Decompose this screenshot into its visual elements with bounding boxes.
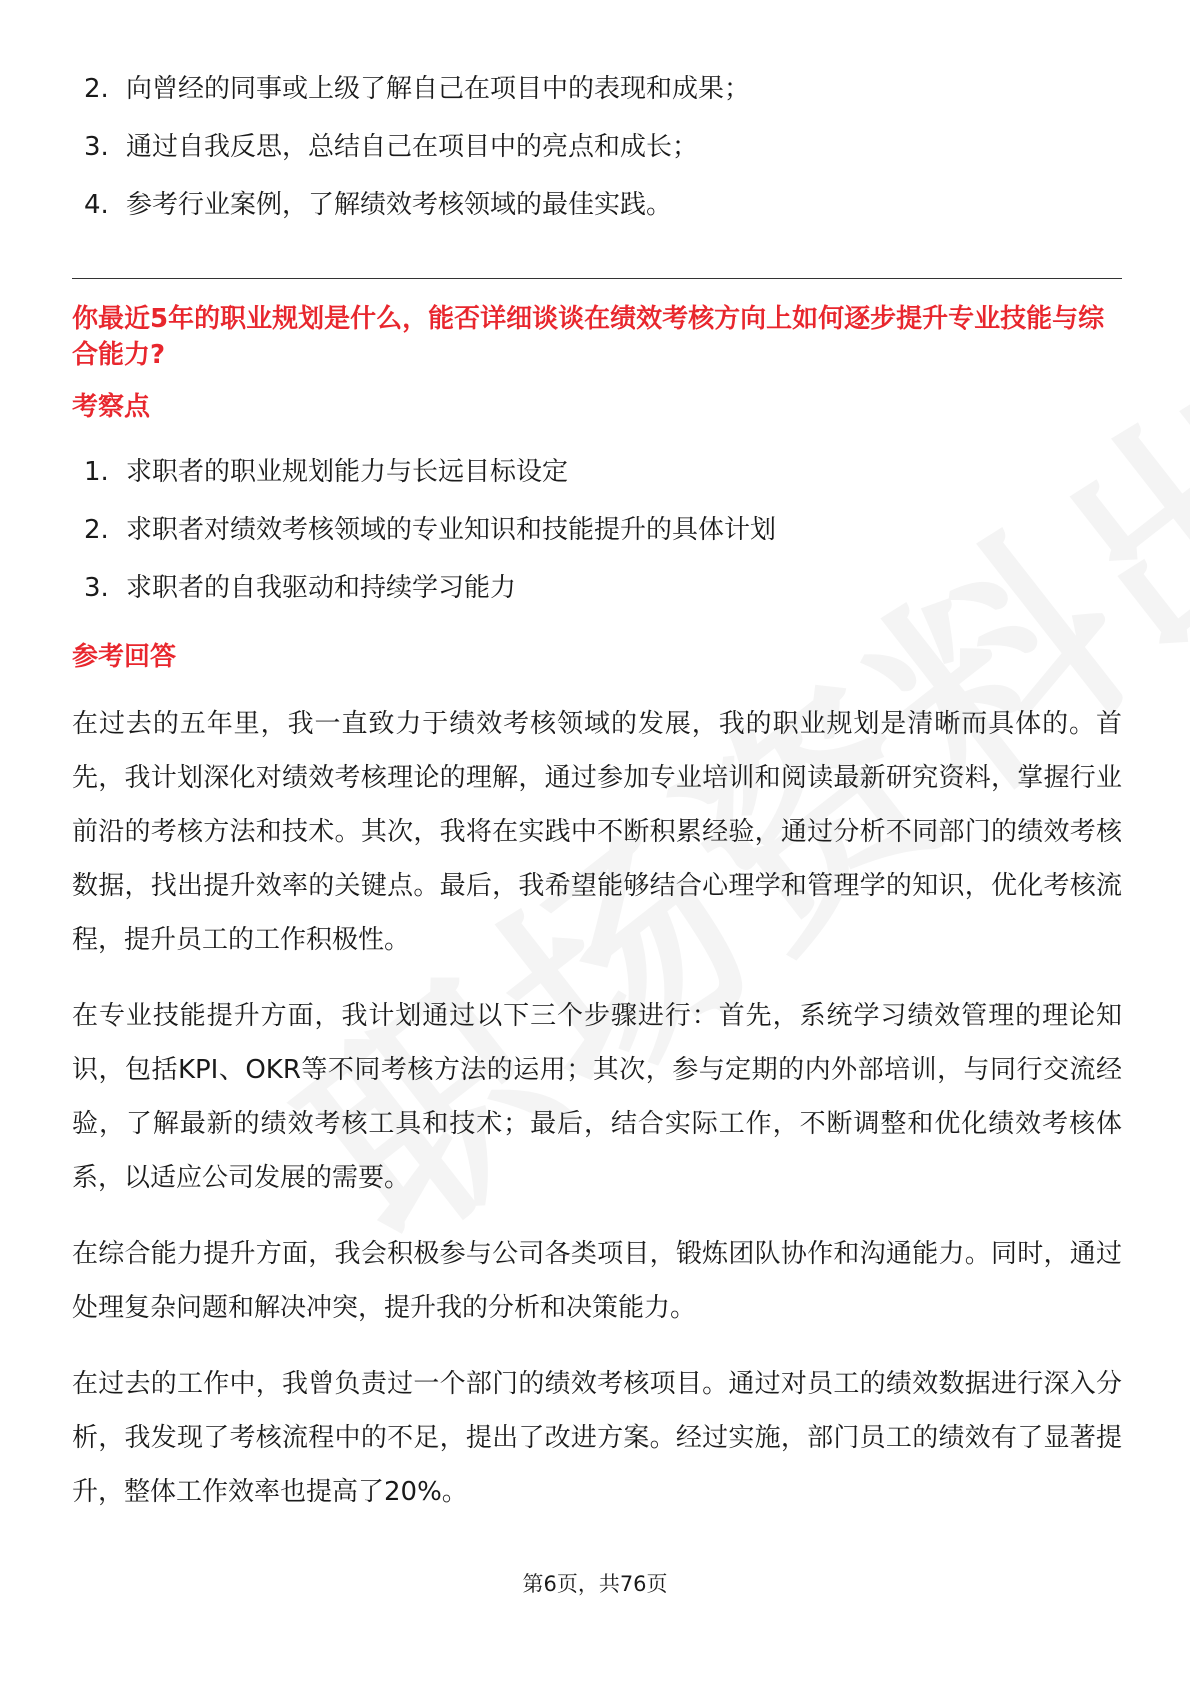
list-number: 1.	[84, 457, 109, 487]
list-number: 2.	[84, 515, 109, 545]
list-item	[72, 118, 1122, 176]
list-item	[72, 559, 1122, 617]
answer-paragraph: 在过去的五年里，我一直致力于绩效考核领域的发展，我的职业规划是清晰而具体的。首先，我计划深化对绩效考核理论的理解，通过参加专业培训和阅读最新研究资料，掌握行业前沿的考核方法和技术。其次，我将在实践中不断积累经验，通过分析不同部门的绩效考核数据，找出提升效率的关键点。最后，我希望能够结合心理学和管理学的知识，优化考核流程，提升员工的工作积极性。	[72, 709, 1122, 955]
intro-list	[72, 60, 1122, 234]
section-divider	[72, 278, 1122, 279]
page-footer: 第6页，共76页	[522, 1572, 668, 1596]
page-content	[72, 60, 1122, 1519]
list-item	[72, 176, 1122, 234]
list-item	[72, 443, 1122, 501]
list-item-text: 求职者对绩效考核领域的专业知识和技能提升的具体计划	[126, 515, 777, 545]
list-item	[72, 60, 1122, 118]
list-item-text: 向曾经的同事或上级了解自己在项目中的表现和成果；	[126, 74, 751, 104]
question-heading: 你最近5年的职业规划是什么，能否详细谈谈在绩效考核方向上如何逐步提升专业技能与综合能力?	[72, 304, 1105, 370]
list-item-text: 求职者的职业规划能力与长远目标设定	[126, 457, 569, 487]
list-item-text: 求职者的自我驱动和持续学习能力	[126, 573, 517, 603]
list-number: 3.	[84, 573, 109, 603]
focus-label: 考察点	[72, 392, 151, 422]
answer-label: 参考回答	[72, 642, 177, 672]
answer-paragraph: 在综合能力提升方面，我会积极参与公司各类项目，锻炼团队协作和沟通能力。同时，通过处理复杂问题和解决冲突，提升我的分析和决策能力。	[72, 1239, 1122, 1323]
list-number: 2.	[84, 74, 109, 104]
list-item	[72, 501, 1122, 559]
list-item-text: 通过自我反思，总结自己在项目中的亮点和成长；	[126, 132, 699, 162]
list-number: 3.	[84, 132, 109, 162]
answer-body	[72, 697, 1122, 1519]
answer-paragraph: 在过去的工作中，我曾负责过一个部门的绩效考核项目。通过对员工的绩效数据进行深入分析，我发现了考核流程中的不足，提出了改进方案。经过实施，部门员工的绩效有了显著提升，整体工作效率也提高了20%。	[72, 1369, 1122, 1507]
focus-list	[72, 443, 1122, 617]
list-item-text: 参考行业案例，了解绩效考核领域的最佳实践。	[126, 190, 673, 220]
answer-paragraph: 在专业技能提升方面，我计划通过以下三个步骤进行：首先，系统学习绩效管理的理论知识，包括KPI、OKR等不同考核方法的运用；其次，参与定期的内外部培训，与同行交流经验，了解最新的绩效考核工具和技术；最后，结合实际工作，不断调整和优化绩效考核体系，以适应公司发展的需要。	[72, 1001, 1122, 1193]
list-number: 4.	[84, 190, 109, 220]
